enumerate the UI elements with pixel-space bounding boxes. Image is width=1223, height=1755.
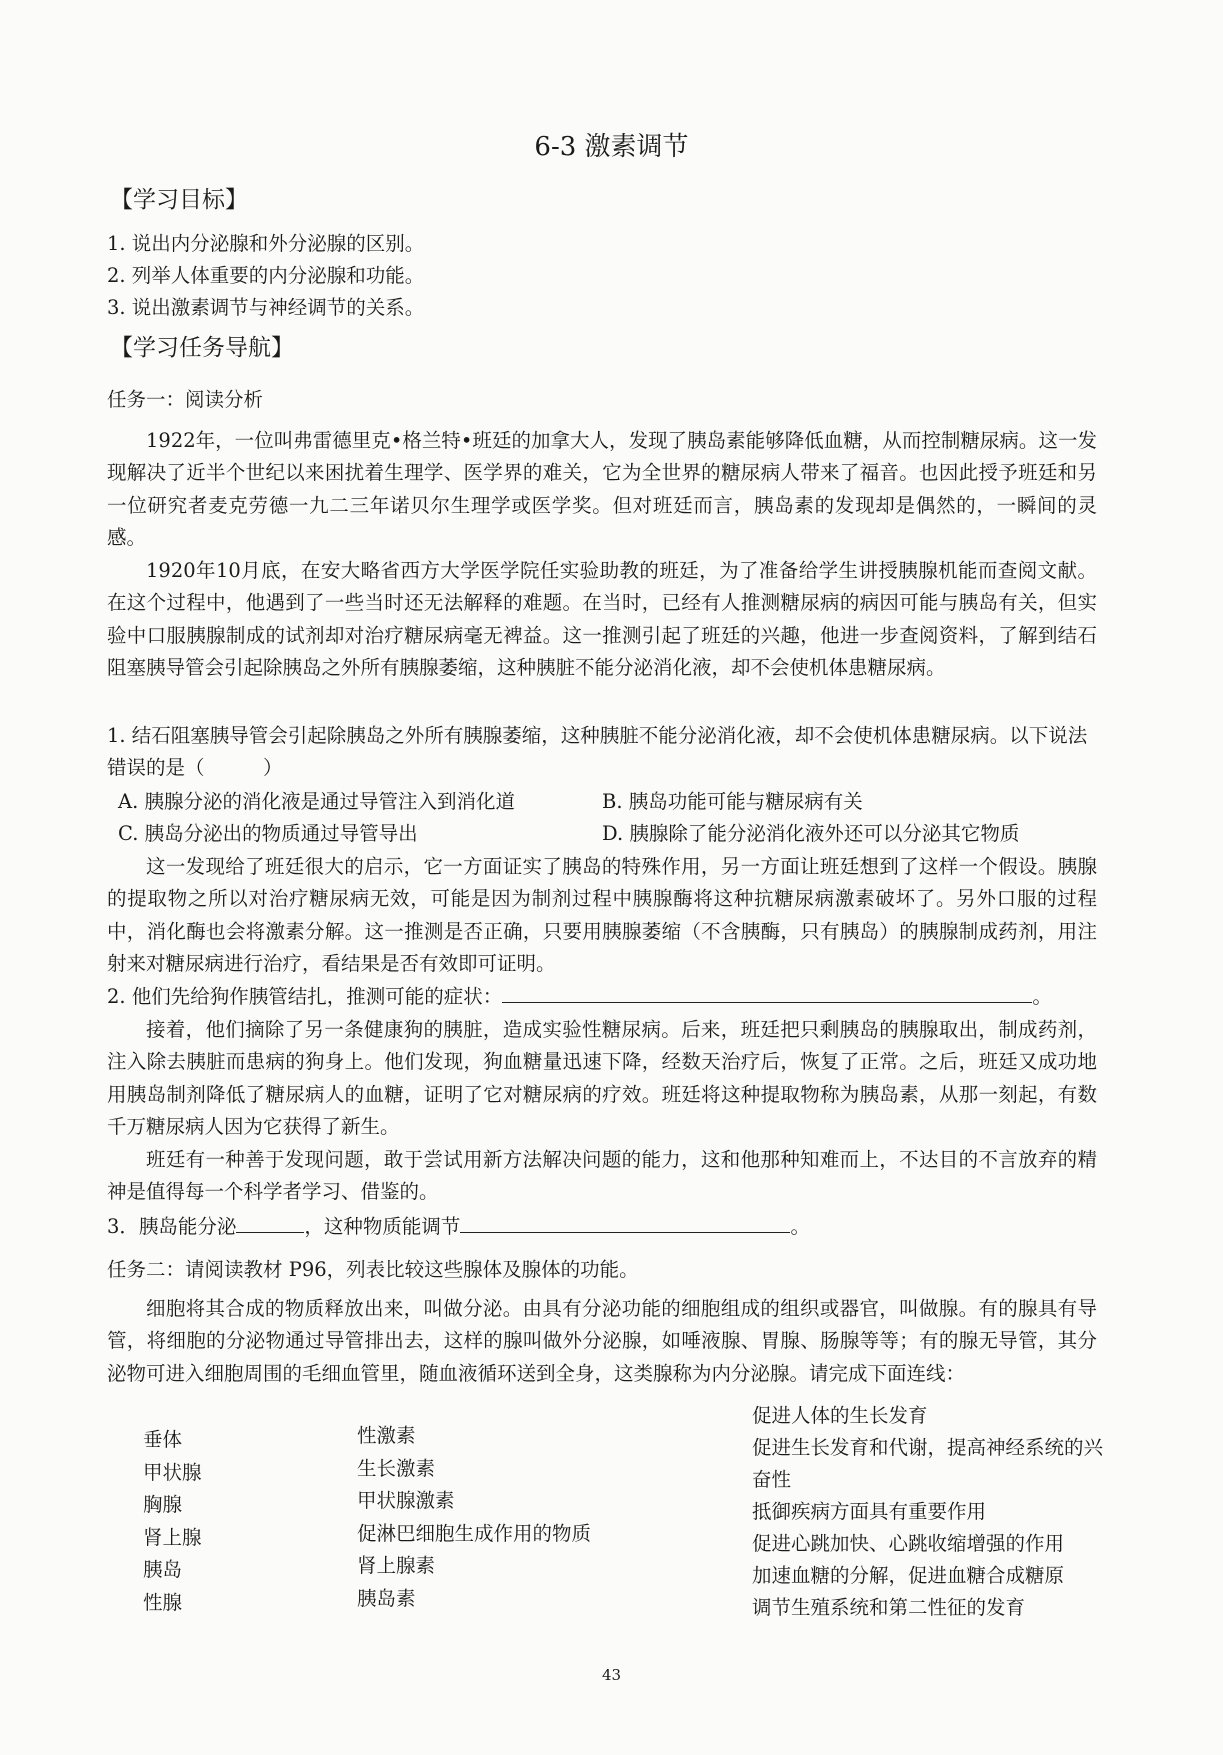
page-title: 6-3 激素调节 [534, 132, 689, 162]
hormone-item[interactable]: 胰岛素 [357, 1586, 416, 1610]
task1-paragraph: 这一发现给了班廷很大的启示，它一方面证实了胰岛的特殊作用，另一方面让班廷想到了这样一个假设。胰腺的提取物之所以对治疗糖尿病无效，可能是因为制剂过程中胰腺酶将这种抗糖尿病激素破坏了。另外口服的过程中，消化酶也会将激素分解。这一推测是否正确，只要用胰腺萎缩（不含胰酶，只有胰岛）的胰腺制成药剂，用注射来对糖尿病进行治疗，看结果是否有效即可证明。 [107, 855, 1097, 976]
hormone-item[interactable]: 肾上腺素 [357, 1554, 436, 1577]
hormone-item[interactable]: 生长激素 [357, 1456, 436, 1480]
hormone-item[interactable]: 甲状腺激素 [357, 1489, 455, 1512]
objective-item: 3. 说出激素调节与神经调节的关系。 [107, 296, 425, 319]
question-3-text: ，这种物质能调节 [304, 1215, 461, 1238]
function-item[interactable]: 促进人体的生长发育 [752, 1404, 928, 1427]
task1-heading: 任务一：阅读分析 [107, 388, 264, 411]
hormone-item[interactable]: 促淋巴细胞生成作用的物质 [357, 1521, 592, 1545]
question-3-text: 3．胰岛能分泌 [107, 1215, 237, 1238]
option-b: B. 胰岛功能可能与糖尿病有关 [602, 790, 863, 813]
gland-item[interactable]: 性腺 [143, 1590, 183, 1614]
answer-blank[interactable] [502, 982, 1032, 1003]
objective-item: 2. 列举人体重要的内分泌腺和功能。 [107, 264, 425, 287]
function-item[interactable]: 促进心跳加快、心跳收缩增强的作用 [752, 1532, 1065, 1555]
gland-item[interactable]: 垂体 [143, 1428, 183, 1451]
gland-item[interactable]: 甲状腺 [143, 1460, 202, 1484]
option-d: D. 胰腺除了能分泌消化液外还可以分泌其它物质 [602, 822, 1020, 845]
question-2-text: 2. 他们先给狗作胰管结扎，推测可能的症状： [107, 985, 503, 1008]
function-item[interactable]: 促进生长发育和代谢，提高神经系统的兴奋性 [752, 1436, 1104, 1491]
answer-blank[interactable] [236, 1212, 304, 1233]
option-a: A. 胰腺分泌的消化液是通过导管注入到消化道 [118, 790, 515, 813]
question-3 [107, 1211, 1097, 1243]
task1-paragraph: 1922年，一位叫弗雷德里克•格兰特•班廷的加拿大人，发现了胰岛素能够降低血糖，从而控制糖尿病。这一发现解决了近半个世纪以来困扰着生理学、医学界的难关，它为全世界的糖尿病人带来了福音。也因此授予班廷和另一位研究者麦克劳德一九二三年诺贝尔生理学或医学奖。但对班廷而言，胰岛素的发现却是偶然的，一瞬间的灵感。 [107, 429, 1097, 550]
page-number: 43 [601, 1666, 622, 1684]
gland-list [143, 1424, 202, 1619]
task1-paragraph: 班廷有一种善于发现问题，敢于尝试用新方法解决问题的能力，这和他那种知难而上，不达目的不言放弃的精神是值得每一个科学者学习、借鉴的。 [107, 1148, 1097, 1204]
objective-item: 1. 说出内分泌腺和外分泌腺的区别。 [107, 232, 425, 255]
task2-heading: 任务二：请阅读教材 P96，列表比较这些腺体及腺体的功能。 [107, 1258, 639, 1281]
task2-paragraph: 细胞将其合成的物质释放出来，叫做分泌。由具有分泌功能的细胞组成的组织或器官，叫做腺。有的腺具有导管，将细胞的分泌物通过导管排出去，这样的腺叫做外分泌腺，如唾液腺、胃腺、肠腺等等；有的腺无导管，其分泌物可进入细胞周围的毛细血管里，随血液循环送到全身，这类腺称为内分泌腺。请完成下面连线： [107, 1297, 1097, 1385]
gland-item[interactable]: 胸腺 [143, 1493, 183, 1516]
question-1: 1. 结石阻塞胰导管会引起除胰岛之外所有胰腺萎缩，这种胰脏不能分泌消化液，却不会使机体患糖尿病。以下说法错误的是（ ） [107, 724, 1088, 780]
task-nav-heading: 【学习任务导航】 [110, 335, 294, 361]
question-3-end: 。 [790, 1215, 810, 1238]
gland-item[interactable]: 胰岛 [143, 1558, 183, 1581]
function-item[interactable]: 加速血糖的分解，促进血糖合成糖原 [752, 1564, 1065, 1587]
hormone-list [357, 1420, 591, 1615]
gland-item[interactable]: 肾上腺 [143, 1525, 202, 1549]
task1-paragraph: 接着，他们摘除了另一条健康狗的胰脏，造成实验性糖尿病。后来，班廷把只剩胰岛的胰腺取出，制成药剂，注入除去胰脏而患病的狗身上。他们发现，狗血糖量迅速下降，经数天治疗后，恢复了正常。之后，班廷又成功地用胰岛制剂降低了糖尿病人的血糖，证明了它对糖尿病的疗效。班廷将这种提取物称为胰岛素，从那一刻起，有数千万糖尿病人因为它获得了新生。 [107, 1018, 1097, 1139]
function-item[interactable]: 调节生殖系统和第二性征的发育 [752, 1596, 1026, 1619]
objectives-heading: 【学习目标】 [110, 187, 248, 213]
function-list [752, 1400, 1122, 1624]
option-c: C. 胰岛分泌出的物质通过导管导出 [118, 822, 418, 845]
hormone-item[interactable]: 性激素 [357, 1424, 416, 1447]
function-item[interactable]: 抵御疾病方面具有重要作用 [752, 1500, 987, 1523]
task1-paragraph: 1920年10月底，在安大略省西方大学医学院任实验助教的班廷，为了准备给学生讲授胰腺机能而查阅文献。在这个过程中，他遇到了一些当时还无法解释的难题。在当时，已经有人推测糖尿病的病因可能与胰岛有关，但实验中口服胰腺制成的试剂却对治疗糖尿病毫无裨益。这一推测引起了班廷的兴趣，他进一步查阅资料，了解到结石阻塞胰导管会引起除胰岛之外所有胰腺萎缩，这种胰脏不能分泌消化液，却不会使机体患糖尿病。 [107, 559, 1097, 680]
question-2 [107, 981, 1097, 1013]
answer-blank[interactable] [460, 1212, 790, 1233]
question-2-end: 。 [1032, 985, 1052, 1008]
